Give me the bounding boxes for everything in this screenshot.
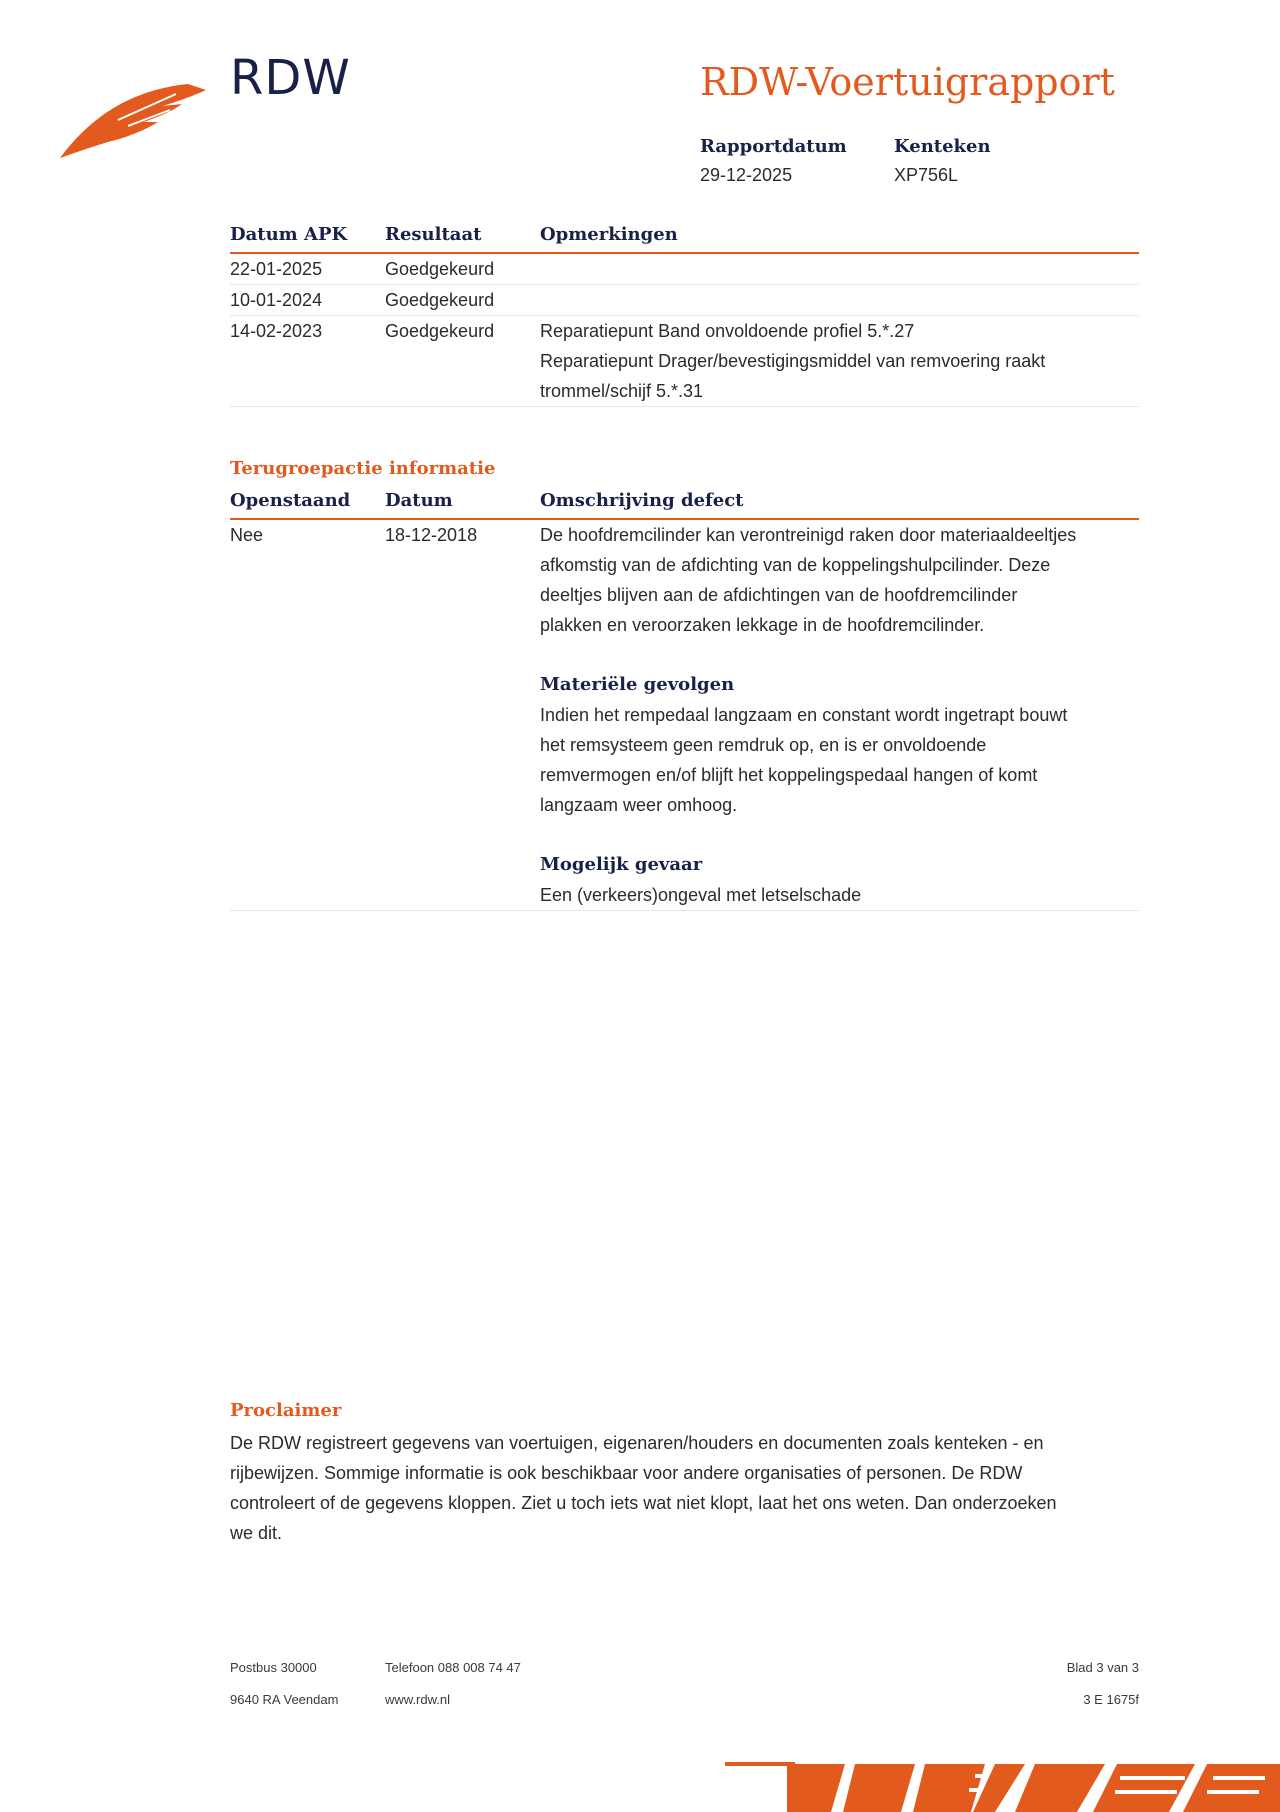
report-title: RDW-Voertuigrapport (700, 60, 1115, 104)
apk-date: 22-01-2025 (230, 259, 323, 279)
consequences-line: Indien het rempedaal langzaam en constant wordt ingetrapt bouwt (540, 705, 1068, 725)
footer-page-number: Blad 3 van 3 (1066, 1660, 1139, 1675)
description-line: afkomstig van de afdichting van de koppelingshulpcilinder. Deze (540, 555, 1051, 575)
remark-line: trommel/schijf 5.*.31 (540, 381, 704, 401)
apk-result: Goedgekeurd (385, 321, 495, 341)
danger-title: Mogelijk gevaar (540, 854, 703, 875)
recall-open: Nee (230, 525, 264, 545)
report-date-label: Rapportdatum (700, 136, 847, 157)
consequences-line: het remsysteem geen remdruk op, en is er onvoldoende (540, 735, 987, 755)
description-line: plakken en veroorzaken lekkage in de hoofdremcilinder. (540, 615, 985, 635)
proclaimer-line: De RDW registreert gegevens van voertuigen, eigenaren/houders en documenten zoals kenteken - en (230, 1433, 1044, 1453)
rdw-stripes-decoration-icon (725, 1742, 1280, 1812)
proclaimer-title: Proclaimer (230, 1400, 342, 1421)
recall-section-title: Terugroepactie informatie (230, 458, 496, 479)
recall-date: 18-12-2018 (385, 525, 478, 545)
proclaimer-line: controleert of de gegevens kloppen. Ziet u toch iets wat niet klopt, laat het ons weten. Dan onderzoeken (230, 1493, 1057, 1513)
plate-value: XP756L (894, 165, 959, 185)
apk-header-remarks: Opmerkingen (540, 224, 678, 245)
apk-header-result: Resultaat (385, 224, 482, 245)
remark-line: Reparatiepunt Drager/bevestigingsmiddel van remvoering raakt (540, 351, 1046, 371)
recall-header-description: Omschrijving defect (540, 490, 744, 511)
table-row (230, 254, 1139, 285)
table-row (230, 285, 1139, 316)
remark-line: Reparatiepunt Band onvoldoende profiel 5.*.27 (540, 321, 915, 341)
footer-phone: Telefoon 088 008 74 47 (385, 1660, 521, 1675)
description-line: De hoofdremcilinder kan verontreinigd raken door materiaaldeeltjes (540, 525, 1077, 545)
apk-table-header (230, 222, 1139, 254)
recall-header-date: Datum (385, 490, 453, 511)
apk-result: Goedgekeurd (385, 290, 495, 310)
recall-header-open: Openstaand (230, 490, 351, 511)
proclaimer-line: we dit. (230, 1523, 283, 1543)
description-line: deeltjes blijven aan de afdichtingen van de hoofdremcilinder (540, 585, 1018, 605)
footer-postbus: Postbus 30000 (230, 1660, 317, 1675)
apk-table (230, 222, 1139, 407)
apk-result: Goedgekeurd (385, 259, 495, 279)
footer-website: www.rdw.nl (385, 1692, 451, 1707)
consequences-line: langzaam weer omhoog. (540, 795, 738, 815)
report-date-block (700, 136, 847, 186)
danger-text: Een (verkeers)ongeval met letselschade (540, 885, 862, 905)
recall-description (540, 520, 1139, 910)
plate-label: Kenteken (894, 136, 991, 157)
table-row (230, 316, 1139, 407)
apk-date: 14-02-2023 (230, 321, 323, 341)
apk-date: 10-01-2024 (230, 290, 323, 310)
footer-code: 3 E 1675f (1083, 1692, 1139, 1707)
proclaimer-text (230, 1428, 1139, 1548)
consequences-title: Materiële gevolgen (540, 674, 735, 695)
rdw-feather-logo-icon (58, 80, 208, 162)
logo-text: RDW (230, 50, 351, 106)
recall-table-header (230, 488, 1139, 520)
proclaimer-line: rijbewijzen. Sommige informatie is ook beschikbaar voor andere organisaties of personen. De RDW (230, 1463, 1023, 1483)
consequences-line: remvermogen en/of blijft het koppelingspedaal hangen of komt (540, 765, 1038, 785)
apk-remarks (540, 316, 1139, 406)
plate-block (894, 136, 991, 186)
apk-header-date: Datum APK (230, 224, 348, 245)
footer-city: 9640 RA Veendam (230, 1692, 339, 1707)
report-date-value: 29-12-2025 (700, 165, 793, 185)
table-row (230, 520, 1139, 911)
recall-table (230, 488, 1139, 911)
